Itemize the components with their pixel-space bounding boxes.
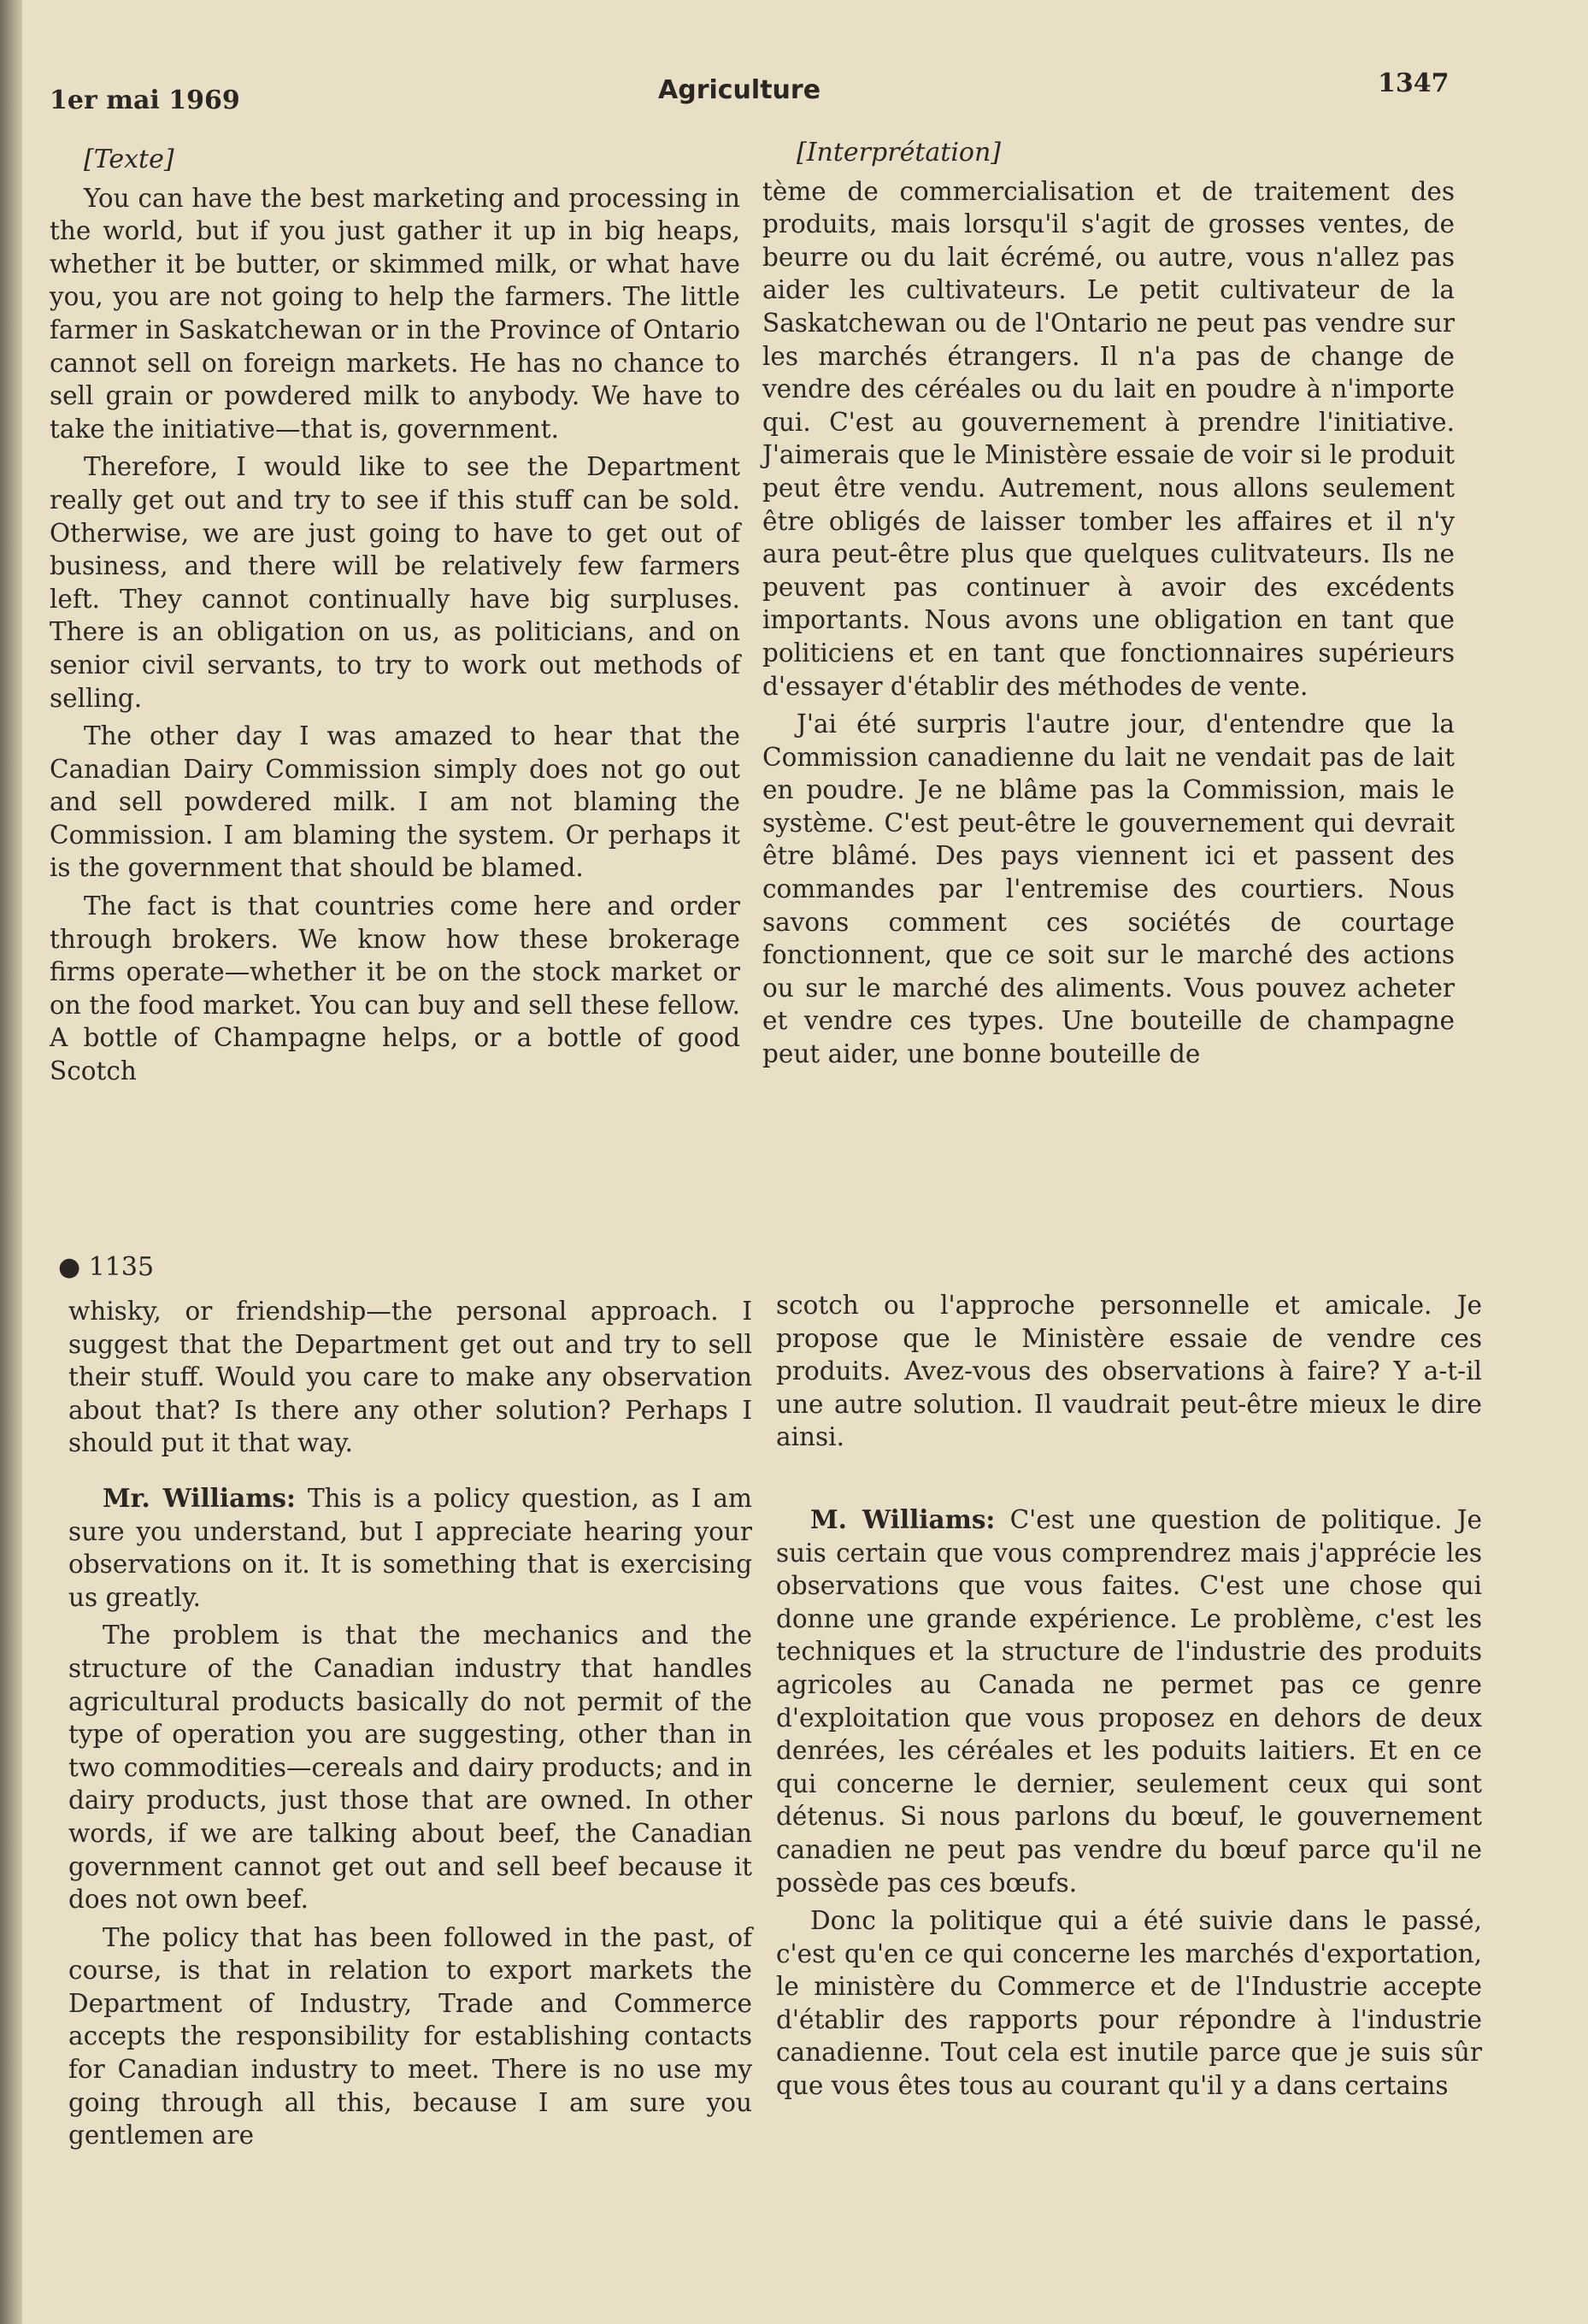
- header-title: Agriculture: [658, 75, 821, 105]
- english-paragraph: The problem is that the mechanics and the structure of the Canadian industry that handles agricultural products basically do not permit of the type of operation you are suggesting, other than in two commodities—cereals and dairy products; and in dairy products, just those that are owned. In other words, if we are talking about beef, the Canadian government cannot get out and sell beef because it does not own beef.: [68, 1621, 752, 1915]
- english-paragraph: You can have the best marketing and processing in the world, but if you just gather it up in big heaps, whether it be butter, or skimmed milk, or what have you, you are not going to help the farmers. The little farmer in Saskatchewan or in the Province of Ontario cannot sell on foreign markets. He has no chance to sell grain or powdered milk to anybody. We have to take the initiative—that is, government.: [50, 183, 740, 444]
- english-paragraph: The fact is that countries come here and order through brokers. We know how these brokerage firms operate—whether it be on the stock market or on the food market. You can buy and sell these fellow. A bottle of Champagne helps, or a bottle of good Scotch: [50, 891, 740, 1086]
- english-paragraph: The policy that has been followed in the past, of course, is that in relation to export markets the Department of Industry, Trade and Commerce accepts the responsibility for establishing contacts for Canadian industry to meet. There is no use my going through all this, because I am sure you gentlemen are: [68, 1922, 752, 2150]
- french-paragraph: Donc la politique qui a été suivie dans le passé, c'est qu'en ce qui concerne les marchés d'exportation, le ministère du Commerce et de l'Industrie accepte d'établir des rapports pour répondre à l'industrie canadienne. Tout cela est inutile parce que je suis sûr que vous êtes tous au courant qu'il y a dans certains: [776, 1906, 1482, 2101]
- english-continuation: whisky, or friendship—the personal approach. I suggest that the Department get out and try to sell their stuff. Would you care to make any observation about that? Is there any other solution? Perhaps I should put it that way.: [68, 1297, 752, 1458]
- page-number: 1347: [1378, 68, 1450, 98]
- time-marker: ● 1135: [58, 1252, 155, 1282]
- french-column-top: [762, 137, 1455, 1076]
- english-column-bottom: [68, 1295, 752, 2157]
- french-paragraph: tème de commercialisation et de traitement des produits, mais lorsqu'il s'agit de grosses ventes, de beurre ou du lait écrémé, ou autre, vous n'allez pas aider les cultivateurs. Le petit cultivateur de la Saskatchewan ou de l'Ontario ne peut pas vendre sur les marchés étrangers. Il n'a pas de change de vendre des céréales ou du lait en poudre à n'importe qui. C'est au gouvernement à prendre l'initiative. J'aimerais que le Ministère essaie de voir si le produit peut être vendu. Autrement, nous allons seulement être obligés de laisser tomber les affaires et il n'y aura peut-être plus que quelques culitvateurs. Ils ne peuvent pas continuer à avoir des excédents importants. Nous avons une obligation en tant que politiciens et en tant que fonctionnaires supérieurs d'essayer d'établir des méthodes de vente.: [762, 176, 1455, 701]
- english-paragraph: The other day I was amazed to hear that the Canadian Dairy Commission simply does not go out and sell powdered milk. I am not blaming the Commission. I am blaming the system. Or perhaps it is the government that should be blamed.: [50, 721, 740, 883]
- english-speech: [68, 1482, 752, 1614]
- speech-text: This is a policy question, as I am sure you understand, but I appreciate hearing your observations on it. It is something that is exercising us greatly.: [68, 1483, 752, 1612]
- french-paragraph: J'ai été surpris l'autre jour, d'entendre que la Commission canadienne du lait ne vendait pas de lait en poudre. Je ne blâme pas la Commission, mais le système. C'est peut-être le gouvernement qui devrait être blâmé. Des pays viennent ici et passent des commandes par l'entremise des courtiers. Nous savons comment ces sociétés de courtage fonctionnent, que ce soit sur le marché des actions ou sur le marché des aliments. Vous pouvez acheter et vendre ces types. Une bouteille de champagne peut aider, une bonne bouteille de: [762, 709, 1455, 1069]
- english-paragraph: Therefore, I would like to see the Department really get out and try to see if this stuff can be sold. Otherwise, we are just going to have to get out of business, and there will be relatively few farmers left. They cannot continually have big surpluses. There is an obligation on us, as politicians, and on senior civil servants, to try to work out methods of selling.: [50, 452, 740, 713]
- speaker-name: M. Williams:: [810, 1503, 996, 1534]
- french-label: [Interprétation]: [797, 138, 1002, 168]
- page-header: [0, 68, 1588, 115]
- page-binding-shadow: [0, 0, 22, 2324]
- french-speech: [776, 1503, 1482, 1899]
- header-date: 1er mai 1969: [50, 85, 240, 115]
- french-column-bottom: [776, 1289, 1482, 2108]
- speaker-name: Mr. Williams:: [103, 1482, 296, 1513]
- french-continuation: scotch ou l'approche personnelle et amicale. Je propose que le Ministère essaie de vendre ces produits. Avez-vous des observations à faire? Y a-t-il une autre solution. Il vaudrait peut-être mieux le dire ainsi.: [776, 1291, 1482, 1452]
- speech-text: C'est une question de politique. Je suis certain que vous comprendrez mais j'apprécie les observations que vous faites. C'est une chose qui donne une grande expérience. Le problème, c'est les techniques et la structure de l'industrie des produits agricoles au Canada ne permet pas ce genre d'exploitation que vous proposez en dehors de deux denrées, les céréales et les poduits laitiers. Et en ce qui concerne le dernier, seulement ceux qui sont détenus. Si nous parlons du bœuf, le gouvernement canadien ne peut pas vendre du bœuf parce qu'il ne possède pas ces bœufs.: [776, 1504, 1482, 1897]
- english-label: [Texte]: [84, 144, 174, 174]
- english-column-top: [50, 144, 740, 1093]
